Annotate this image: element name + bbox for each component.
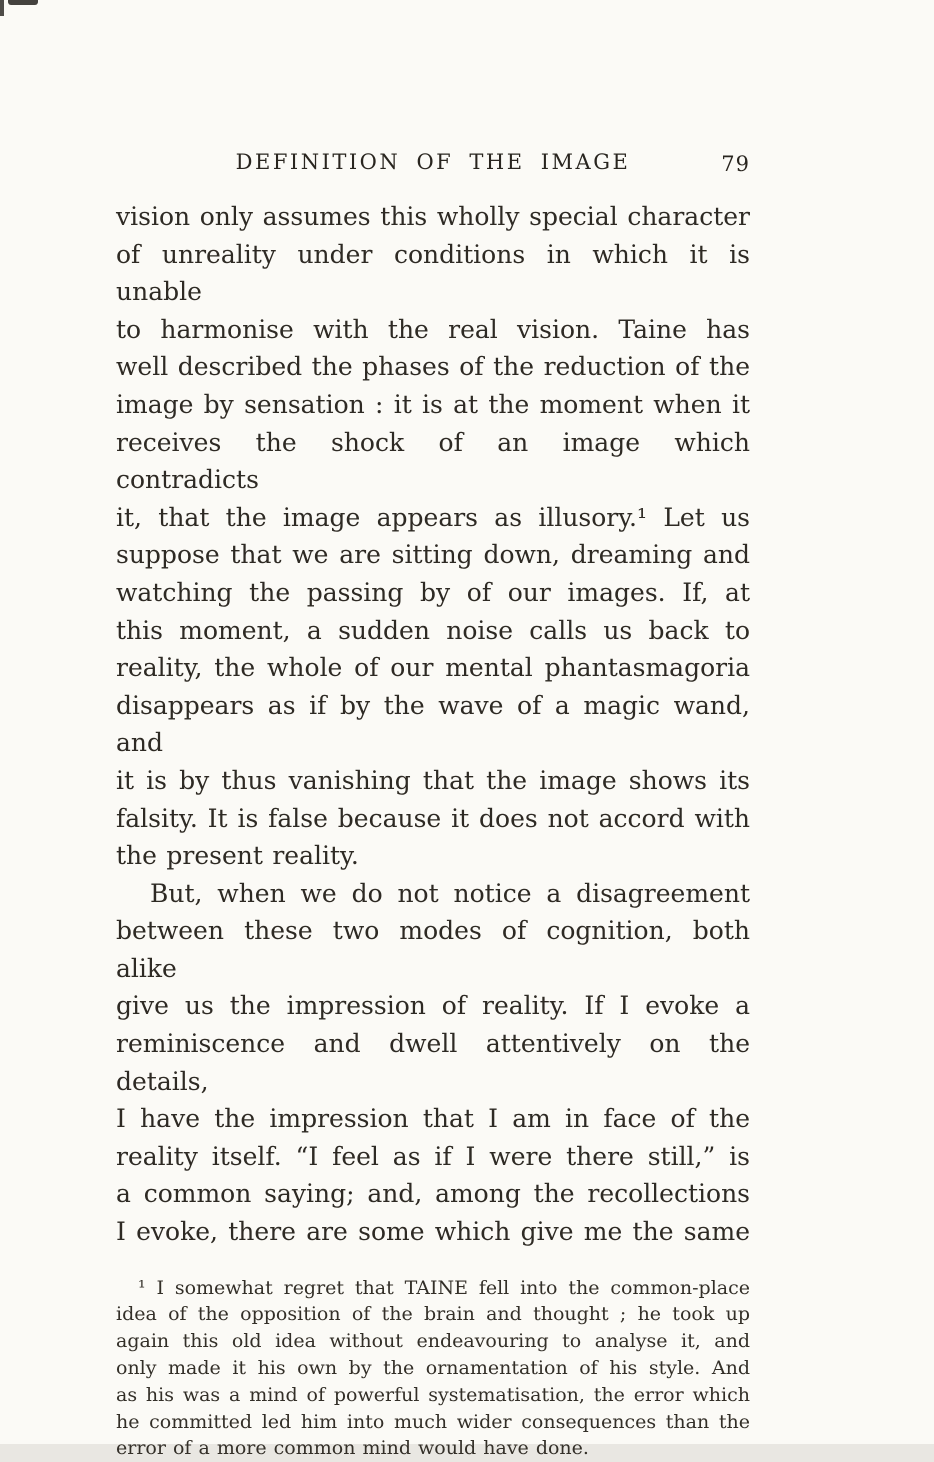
text-line: of unreality under conditions in which it is unable (116, 239, 750, 307)
footnote-line: idea of the opposition of the brain and thought ; he took up (116, 1303, 750, 1326)
text-line: a common saying; and, among the recollections (116, 1179, 750, 1209)
text-line: it, that the image appears as illusory.¹ Let us (116, 502, 750, 532)
text-line: vision only assumes this wholly special character (116, 202, 750, 231)
footnote (116, 1275, 750, 1462)
text-line: reality itself. “I feel as if I were there still,” is (116, 1141, 750, 1171)
text-line: But, when we do not notice a disagreement (150, 878, 750, 908)
text-line: it is by thus vanishing that the image shows its (116, 765, 750, 795)
text-line: to harmonise with the real vision. Taine has (116, 314, 750, 344)
text-line: I have the impression that I am in face of the (116, 1104, 750, 1134)
scan-artifact (0, 0, 4, 16)
scan-artifact (8, 0, 38, 5)
chapter-title: DEFINITION OF THE IMAGE (235, 150, 631, 174)
footnote-line: ¹ I somewhat regret that TAINE fell into the common-place (138, 1276, 750, 1299)
text-line: give us the impression of reality. If I evoke a (116, 991, 750, 1021)
text-line: disappears as if by the wave of a magic wand, and (116, 690, 750, 758)
text-line: this moment, a sudden noise calls us back to (116, 615, 750, 645)
running-header (116, 150, 750, 178)
footnote-line: as his was a mind of powerful systematisation, the error which (116, 1383, 750, 1406)
page-number: 79 (721, 152, 750, 176)
text-line: between these two modes of cognition, both alike (116, 916, 750, 983)
text-line: receives the shock of an image which contradicts (116, 427, 750, 495)
footnote-line: error of a more common mind would have done. (116, 1437, 589, 1460)
footnote-line: only made it his own by the ornamentation of his style. And (116, 1357, 750, 1380)
body-text (116, 198, 750, 1251)
text-line: falsity. It is false because it does not accord with (116, 803, 750, 833)
footnote-line: again this old idea without endeavouring to analyse it, and (116, 1330, 750, 1353)
text-line: suppose that we are sitting down, dreaming and (116, 540, 750, 570)
text-line: the present reality. (116, 841, 359, 871)
text-line: reminiscence and dwell attentively on the details, (116, 1029, 750, 1096)
text-line: image by sensation : it is at the moment when it (116, 389, 750, 419)
page-content (116, 150, 750, 1462)
text-line: well described the phases of the reduction of the (116, 352, 750, 382)
text-line: I evoke, there are some which give me the same (116, 1217, 750, 1247)
text-line: watching the passing by of our images. If, at (116, 577, 750, 607)
footnote-line: he committed led him into much wider consequences than the (116, 1410, 750, 1433)
text-line: reality, the whole of our mental phantasmagoria (116, 653, 750, 683)
